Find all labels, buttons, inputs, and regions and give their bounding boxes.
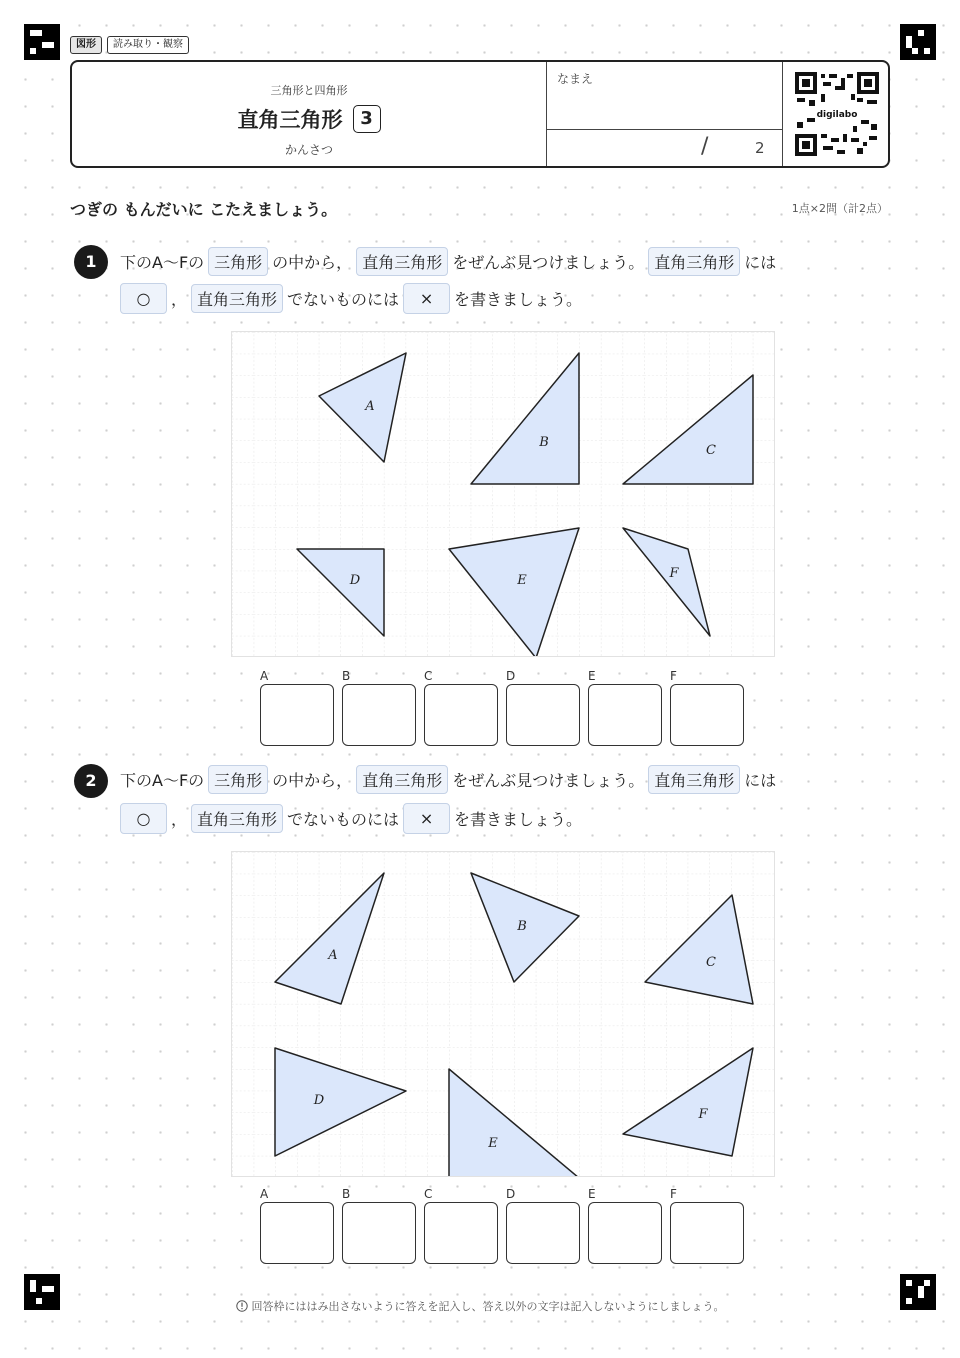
circle-symbol: ○ bbox=[120, 283, 167, 314]
triangle-label: A bbox=[365, 399, 375, 414]
question-text: 下のA〜Fの bbox=[120, 253, 205, 272]
question-text: をぜんぶ見つけましょう。 bbox=[452, 771, 645, 790]
name-label: なまえ bbox=[557, 72, 594, 86]
answer-item bbox=[424, 1186, 498, 1264]
answer-box-c[interactable] bbox=[424, 1202, 498, 1264]
answer-item bbox=[506, 1186, 580, 1264]
answer-item bbox=[260, 668, 334, 746]
answer-item bbox=[424, 668, 498, 746]
answer-item bbox=[588, 1186, 662, 1264]
question-text: ， bbox=[171, 810, 188, 829]
keyword-right-triangle: 直角三角形 bbox=[191, 284, 283, 313]
score-slash: / bbox=[701, 134, 709, 159]
answer-label: C bbox=[424, 669, 433, 683]
score-total: 2 bbox=[755, 139, 765, 157]
points-info: 1点×2問（計2点） bbox=[791, 202, 888, 215]
question-number: 1 bbox=[74, 245, 108, 279]
answer-box-d[interactable] bbox=[506, 1202, 580, 1264]
page-title-row bbox=[72, 104, 546, 134]
answer-label: D bbox=[506, 1187, 516, 1201]
question-number: 2 bbox=[74, 764, 108, 798]
question-text: 下のA〜Fの bbox=[120, 771, 205, 790]
triangle-label: C bbox=[706, 443, 716, 458]
unit-subtitle: 三角形と四角形 bbox=[270, 84, 348, 97]
question-text-line2 bbox=[120, 803, 582, 834]
triangle-label: D bbox=[313, 1093, 325, 1108]
category-tags bbox=[70, 36, 189, 54]
answer-box-c[interactable] bbox=[424, 684, 498, 746]
title-kana: かんさつ bbox=[284, 143, 333, 157]
score-field[interactable] bbox=[546, 130, 782, 166]
triangle-label: F bbox=[698, 1107, 708, 1122]
keyword-triangle: 三角形 bbox=[208, 247, 268, 276]
question-text: の中から， bbox=[272, 771, 353, 790]
answer-label: B bbox=[342, 1187, 351, 1201]
answer-box-f[interactable] bbox=[670, 1202, 744, 1264]
answer-item bbox=[670, 1186, 744, 1264]
triangle-figure-2 bbox=[231, 851, 775, 1177]
question-text: には bbox=[744, 771, 777, 790]
answer-label: E bbox=[588, 669, 596, 683]
answer-item bbox=[260, 1186, 334, 1264]
triangle-label: C bbox=[706, 955, 716, 970]
qr-caption: digilabo bbox=[816, 110, 858, 120]
name-field[interactable] bbox=[546, 62, 782, 130]
answer-label: F bbox=[670, 669, 677, 683]
answer-label: B bbox=[342, 669, 351, 683]
footer-text: 回答枠にははみ出さないように答えを記入し、答え以外の文字は記入しないようにしましょう。 bbox=[251, 1300, 725, 1313]
question-text: を書きましょう。 bbox=[454, 810, 583, 829]
triangle-label: F bbox=[669, 566, 679, 581]
question-text: を書きましょう。 bbox=[454, 290, 583, 309]
category-tag: 図形 bbox=[70, 36, 102, 54]
question-text: ， bbox=[171, 290, 188, 309]
keyword-right-triangle: 直角三角形 bbox=[356, 247, 448, 276]
answer-item bbox=[342, 1186, 416, 1264]
footer-note bbox=[0, 1298, 960, 1314]
answer-row-1 bbox=[260, 668, 744, 746]
skill-tag: 読み取り・観察 bbox=[107, 36, 189, 54]
triangle-label: E bbox=[517, 573, 527, 588]
triangle-label: D bbox=[349, 573, 361, 588]
question-text: の中から， bbox=[272, 253, 353, 272]
instruction-text: つぎの もんだいに こたえましょう。 bbox=[70, 200, 338, 219]
page-title: 直角三角形 bbox=[237, 108, 343, 132]
answer-item bbox=[506, 668, 580, 746]
answer-item bbox=[588, 668, 662, 746]
question-text: でないものには bbox=[287, 290, 400, 309]
qr-code-cell bbox=[782, 62, 890, 166]
worksheet-header bbox=[70, 60, 890, 168]
triangle-label: B bbox=[517, 919, 527, 934]
info-icon bbox=[236, 1300, 248, 1312]
title-block bbox=[72, 62, 546, 166]
answer-box-b[interactable] bbox=[342, 1202, 416, 1264]
answer-box-e[interactable] bbox=[588, 684, 662, 746]
circle-symbol: ○ bbox=[120, 803, 167, 834]
answer-box-e[interactable] bbox=[588, 1202, 662, 1264]
answer-label: A bbox=[260, 669, 269, 683]
answer-box-f[interactable] bbox=[670, 684, 744, 746]
keyword-right-triangle: 直角三角形 bbox=[648, 247, 740, 276]
corner-marker-top-left bbox=[24, 24, 60, 60]
keyword-right-triangle: 直角三角形 bbox=[648, 765, 740, 794]
answer-label: E bbox=[588, 1187, 596, 1201]
answer-label: A bbox=[260, 1187, 269, 1201]
answer-label: F bbox=[670, 1187, 677, 1201]
answer-box-a[interactable] bbox=[260, 684, 334, 746]
answer-item bbox=[670, 668, 744, 746]
cross-symbol: × bbox=[403, 803, 450, 834]
answer-box-d[interactable] bbox=[506, 684, 580, 746]
qr-code-icon bbox=[795, 72, 879, 156]
answer-box-b[interactable] bbox=[342, 684, 416, 746]
question-text-line2 bbox=[120, 283, 582, 314]
question-text-line1 bbox=[120, 765, 776, 794]
keyword-right-triangle: 直角三角形 bbox=[356, 765, 448, 794]
cross-symbol: × bbox=[403, 283, 450, 314]
answer-box-a[interactable] bbox=[260, 1202, 334, 1264]
triangle-label: B bbox=[539, 435, 549, 450]
keyword-triangle: 三角形 bbox=[208, 765, 268, 794]
question-text: でないものには bbox=[287, 810, 400, 829]
question-text: をぜんぶ見つけましょう。 bbox=[452, 253, 645, 272]
answer-row-2 bbox=[260, 1186, 744, 1264]
corner-marker-top-right bbox=[900, 24, 936, 60]
triangle-label: A bbox=[328, 948, 338, 963]
question-text: には bbox=[744, 253, 777, 272]
answer-label: D bbox=[506, 669, 516, 683]
worksheet-number: 3 bbox=[353, 105, 381, 133]
keyword-right-triangle: 直角三角形 bbox=[191, 804, 283, 833]
answer-label: C bbox=[424, 1187, 433, 1201]
triangle-label: E bbox=[488, 1136, 498, 1151]
answer-item bbox=[342, 668, 416, 746]
question-text-line1 bbox=[120, 247, 776, 276]
triangle-figure-1 bbox=[231, 331, 775, 657]
